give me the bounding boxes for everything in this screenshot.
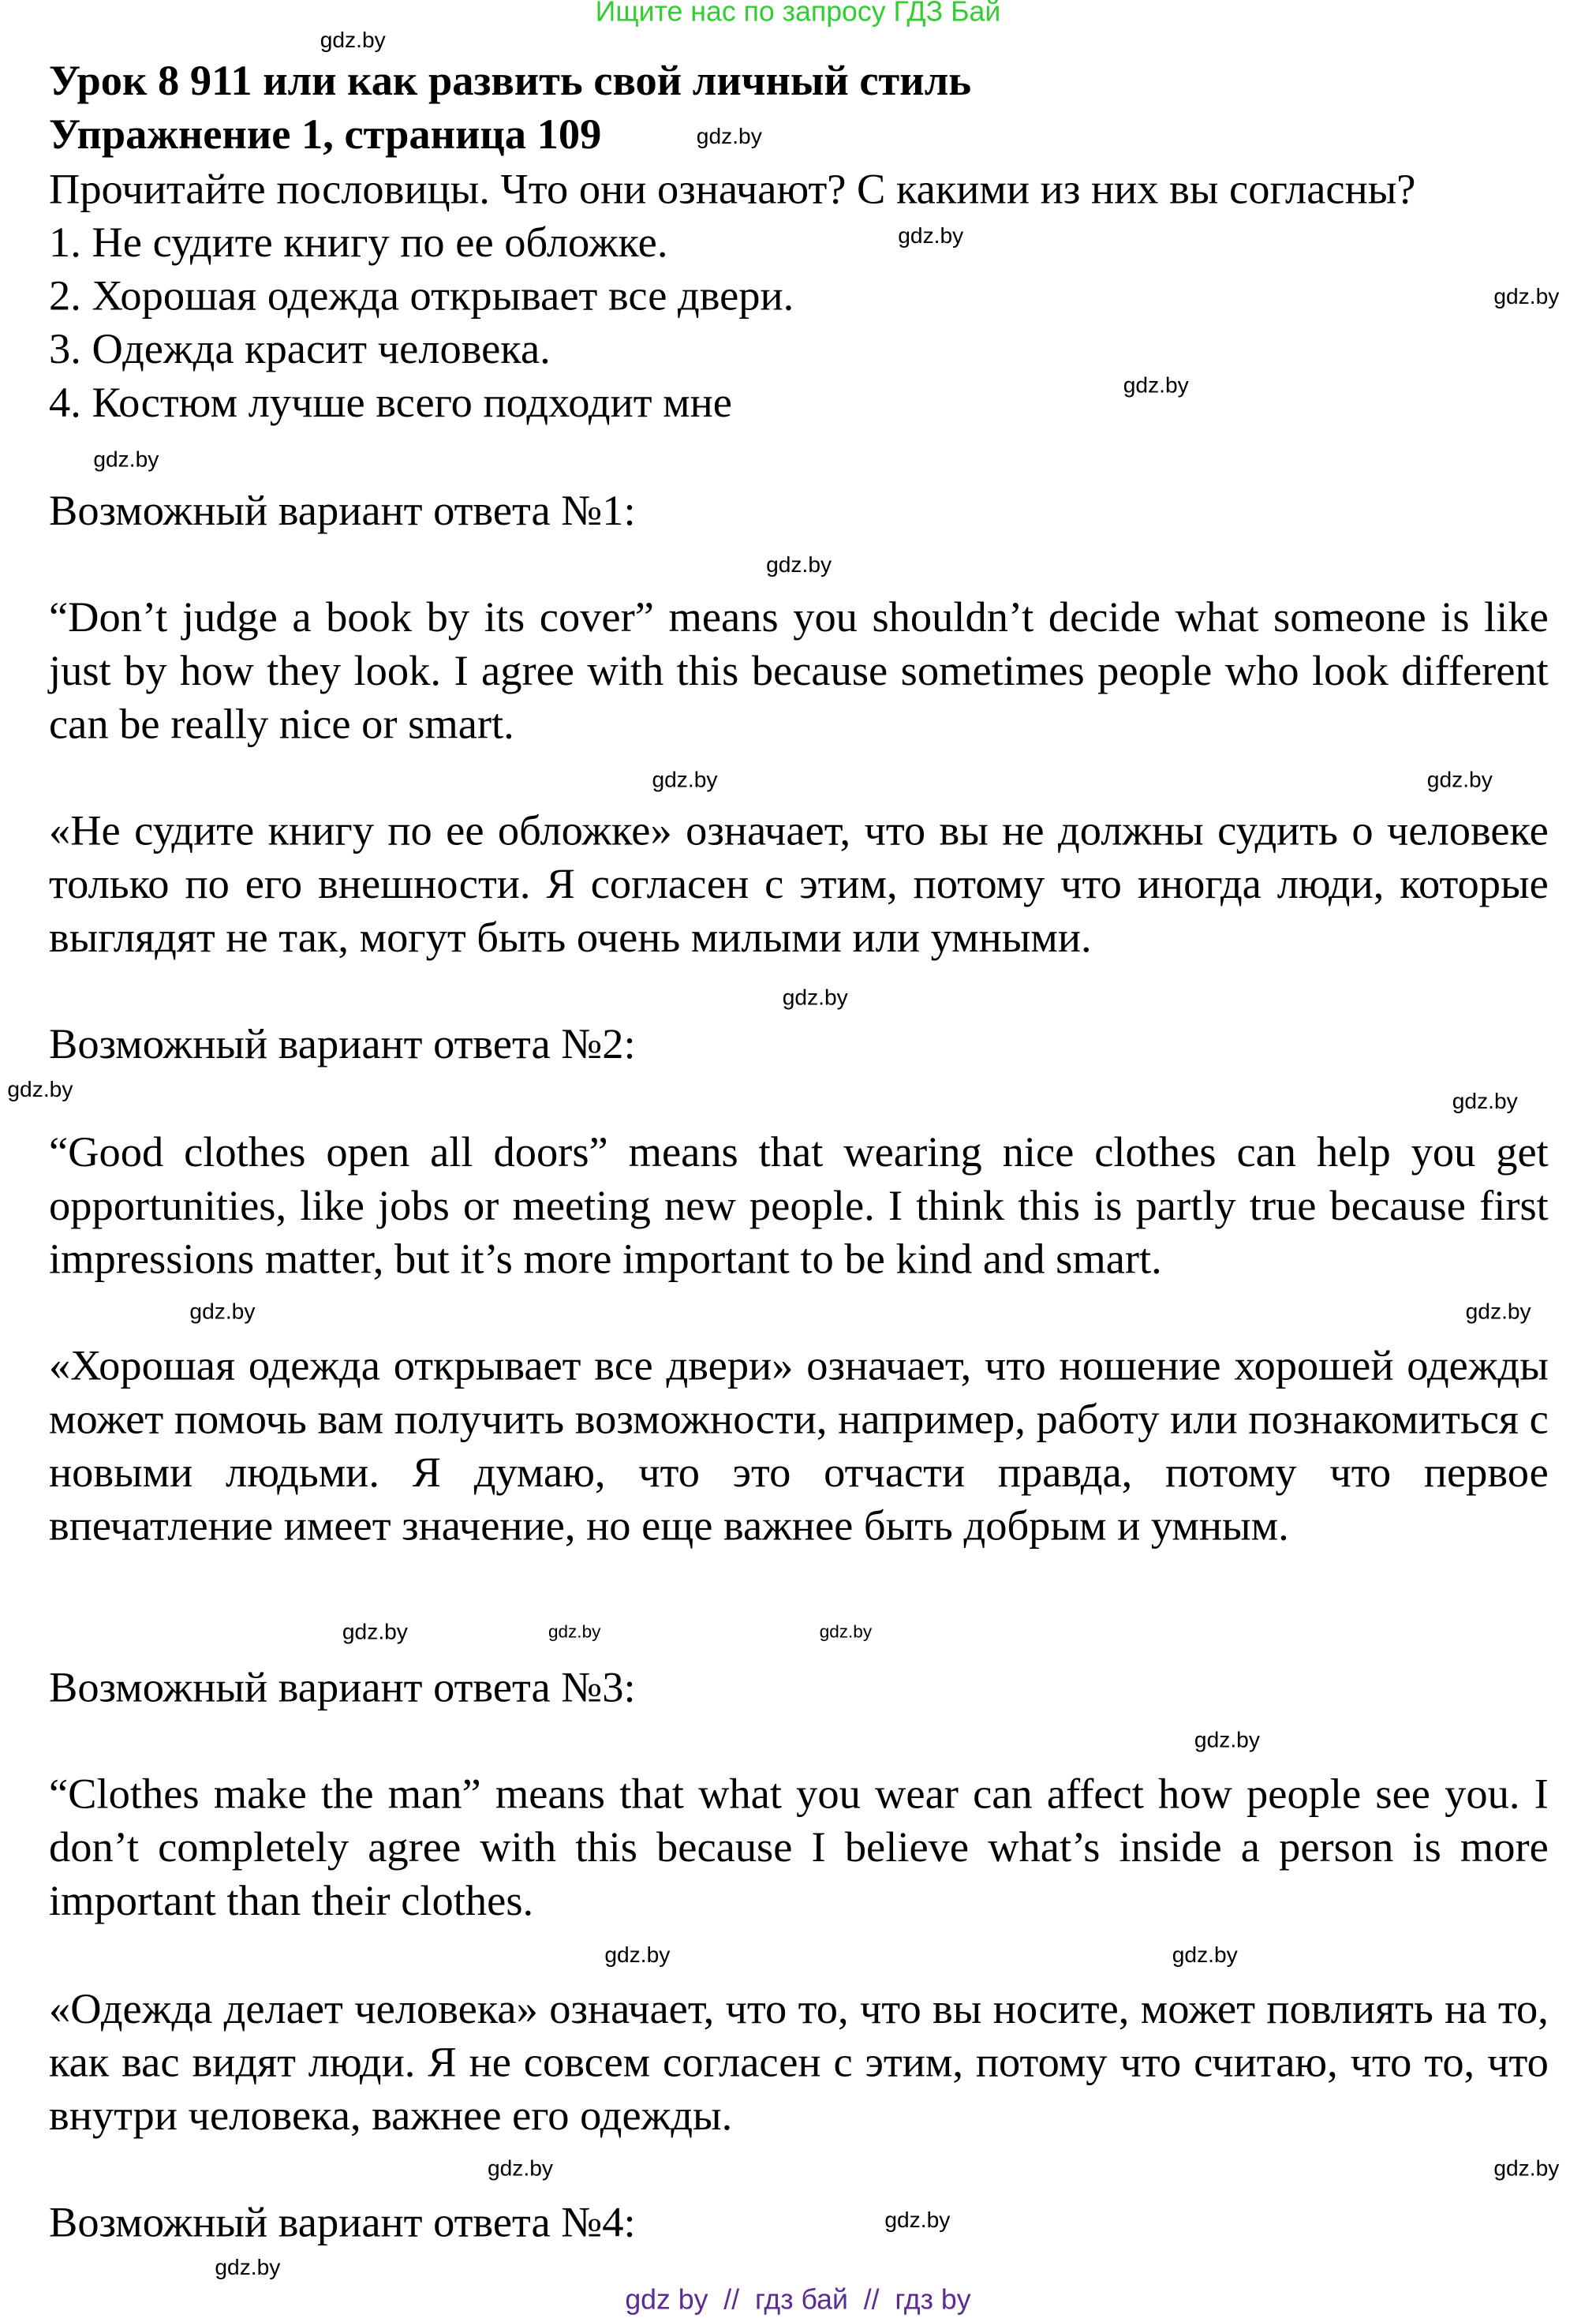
lesson-title: Урок 8 911 или как развить свой личный стиль (48, 58, 972, 106)
answer-heading: Возможный вариант ответа №2: (48, 1021, 636, 1069)
watermark: gdz.by (189, 1299, 256, 1325)
proverb-item: 1. Не судите книгу по ее обложке. (48, 219, 668, 267)
watermark: gdz.by (1172, 1942, 1238, 1968)
watermark: gdz.by (93, 447, 159, 473)
answer-russian: «Одежда делает человека» означает, что то, что вы носите, может повлиять на то, как вас видят люди. Я не совсем согласен с этим, потому что считаю, что то, что внутри человека, важнее его одежды. (48, 1985, 1549, 2140)
watermark: gdz.by (1123, 373, 1189, 399)
watermark: gdz.by (1194, 1728, 1260, 1754)
proverb-item: 2. Хорошая одежда открывает все двери. (48, 272, 794, 320)
watermark: gdz.by (487, 2155, 553, 2182)
watermark: gdz.by (766, 552, 832, 578)
instruction: Прочитайте пословицы. Что они означают? С какими из них вы согласны? (48, 166, 1416, 214)
watermark: gdz.by (696, 124, 762, 150)
watermark: gdz.by (1452, 1089, 1518, 1115)
answer-english: “Good clothes open all doors” means that wearing nice clothes can help you get opportunities, like jobs or meeting new people. I think this is partly true because first impressions matter, but it’s more important to be kind and smart. (48, 1129, 1549, 1284)
top-search-note: Ищите нас по запросу ГДЗ Бай (595, 0, 1001, 28)
watermark: gdz.by (604, 1942, 671, 1968)
watermark: gdz.by (1426, 767, 1493, 793)
watermark: gdz.by (819, 1621, 873, 1643)
watermark: gdz.by (548, 1621, 601, 1643)
answer-english: “Clothes make the man” means that what you wear can affect how people see you. I don’t completely agree with this because I believe what’s inside a person is more important than their clothes. (48, 1770, 1549, 1925)
watermark: gdz.by (215, 2255, 281, 2281)
answer-heading: Возможный вариант ответа №4: (48, 2199, 636, 2247)
watermark: gdz.by (342, 1619, 408, 1645)
proverb-item: 3. Одежда красит человека. (48, 326, 551, 374)
watermark: gdz.by (7, 1077, 73, 1103)
answer-russian: «Хорошая одежда открывает все двери» означает, что ношение хорошей одежды может помочь вам получить возможности, например, работу или познакомиться с новыми людьми. Я думаю, что это отчасти правда, потому что первое впечатление имеет значение, но еще важнее быть добрым и умным. (48, 1342, 1549, 1550)
watermark: gdz.by (320, 28, 386, 54)
footer-links[interactable]: gdz by // гдз бай // гдз by (625, 2285, 971, 2316)
watermark: gdz.by (782, 985, 848, 1011)
proverb-item: 4. Костюм лучше всего подходит мне (48, 379, 732, 427)
answer-heading: Возможный вариант ответа №3: (48, 1664, 636, 1712)
watermark: gdz.by (1493, 284, 1560, 310)
watermark: gdz.by (884, 2208, 951, 2234)
answer-heading: Возможный вариант ответа №1: (48, 487, 636, 536)
watermark: gdz.by (898, 223, 964, 249)
watermark: gdz.by (652, 767, 718, 793)
exercise-subtitle: Упражнение 1, страница 109 (48, 110, 602, 159)
watermark: gdz.by (1465, 1299, 1531, 1325)
answer-english: “Don’t judge a book by its cover” means you shouldn’t decide what someone is like just by how they look. I agree with this because sometimes people who look different can be really nice or smart. (48, 594, 1549, 749)
watermark: gdz.by (1493, 2155, 1560, 2182)
answer-russian: «Не судите книгу по ее обложке» означает, что вы не должны судить о человеке только по его внешности. Я согласен с этим, потому что иногда люди, которые выглядят не так, могут быть очень милыми или умными. (48, 807, 1549, 963)
